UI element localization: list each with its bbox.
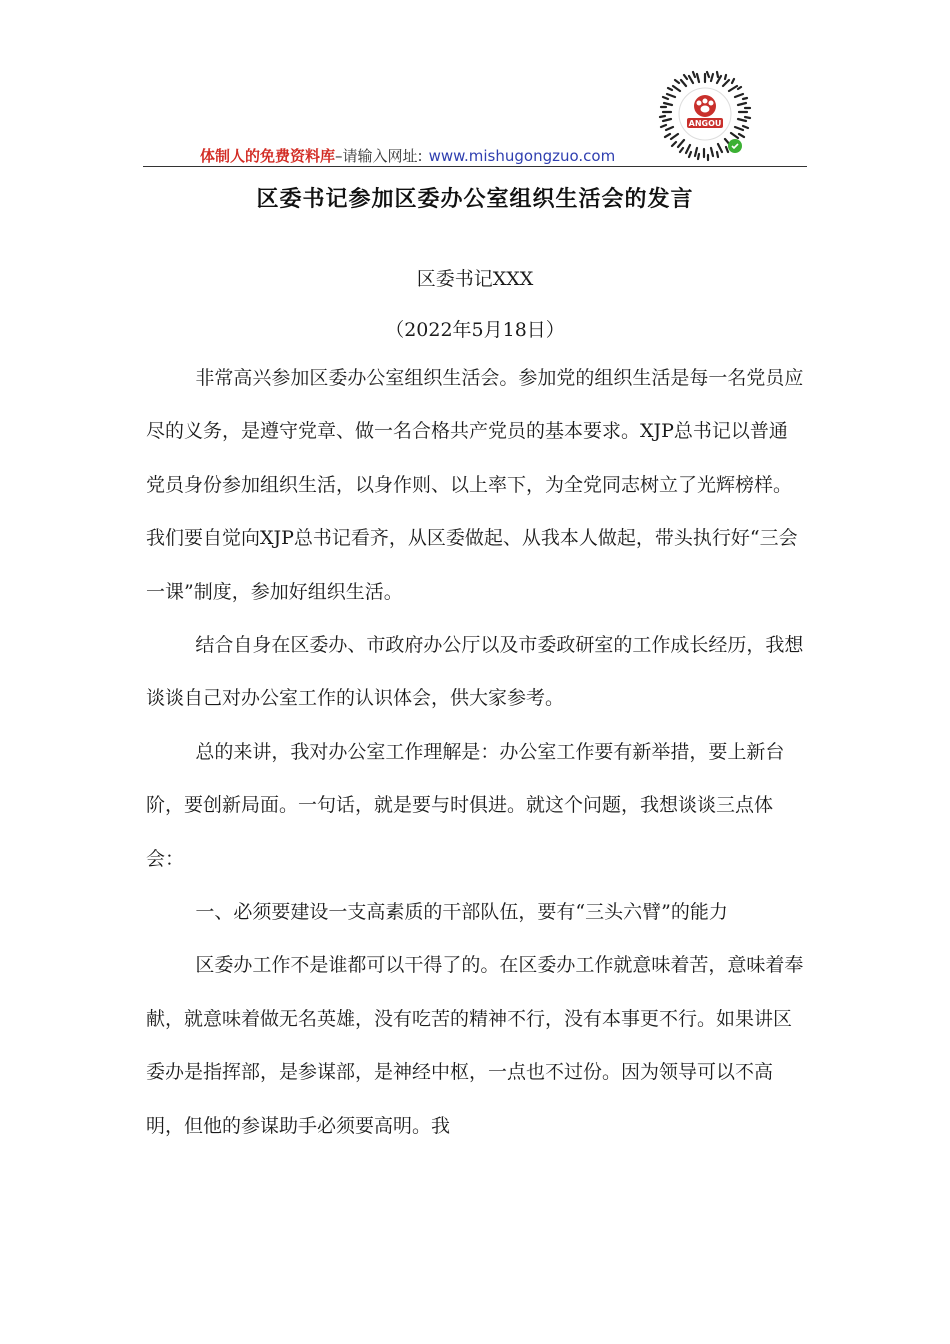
banner-brand: 体制人的免费资料库 [200,147,336,165]
banner-prompt: –请输入网址: [335,147,423,165]
paragraph: 非常高兴参加区委办公室组织生活会。参加党的组织生活是每一名党员应尽的义务，是遵守党章、做一名合格共产党员的基本要求。XJP总书记以普通党员身份参加组织生活，以身作则、以上率下，为全党同志树立了光辉榜样。我们要自觉向XJP总书记看齐，从区委做起、从我本人做起，带头执行好“三会一课”制度，参加好组织生活。 [146,367,804,603]
document-author: 区委书记XXX [416,268,534,290]
paragraph: 结合自身在区委办、市政府办公厅以及市委政研室的工作成长经历，我想谈谈自己对办公室工作的认识体会，供大家参考。 [146,634,804,710]
header-divider [143,166,807,167]
site-banner [200,145,615,166]
qr-logo-text: ANGOU [688,119,722,128]
document-date: （2022年5月18日） [385,319,565,341]
qr-code-icon [657,68,753,164]
document-title: 区委书记参加区委办公室组织生活会的发言 [256,187,694,212]
section-heading: 一、必须要建设一支高素质的干部队伍，要有“三头六臂”的能力 [195,901,728,924]
document-body [146,352,806,1153]
paragraph: 区委办工作不是谁都可以干得了的。在区委办工作就意味着苦，意味着奉献，就意味着做无名英雄，没有吃苦的精神不行，没有本事更不行。如果讲区委办是指挥部，是参谋部，是神经中枢，一点也不过份。因为领导可以不高明，但他的参谋助手必须要高明。我 [146,954,804,1137]
banner-url-link[interactable]: www.mishugongzuo.com [428,147,616,165]
paragraph: 总的来讲，我对办公室工作理解是：办公室工作要有新举措，要上新台阶，要创新局面。一句话，就是要与时俱进。就这个问题，我想谈谈三点体会： [146,740,785,870]
